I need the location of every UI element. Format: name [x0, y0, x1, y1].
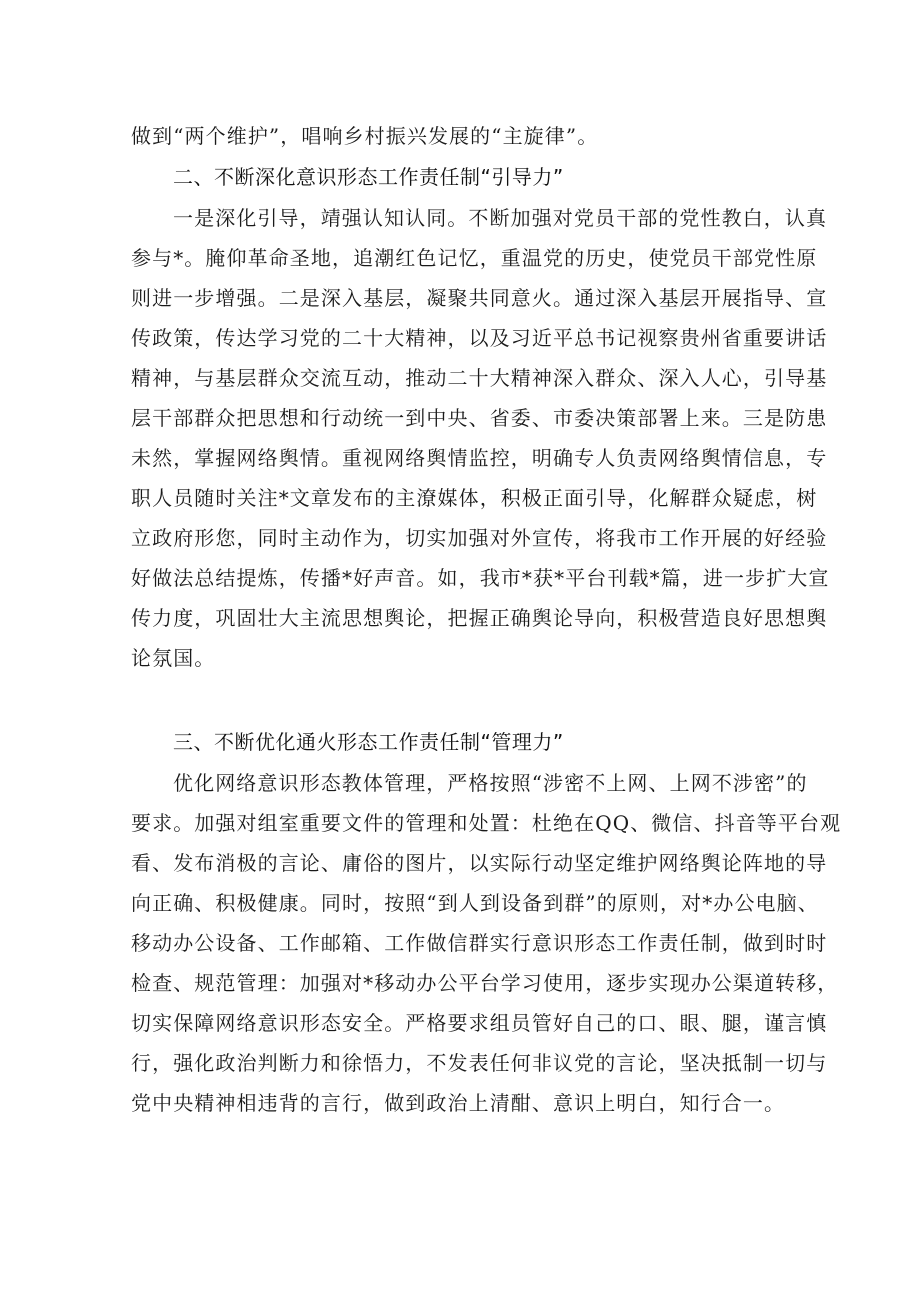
paragraph-line: 向正确、积极健康。同时，按照“到人到设备到群”的原则，对*办公电脑、: [131, 891, 819, 915]
paragraph-line: 看、发布消极的言论、庸俗的图片，以实际行动坚定维护网络舆论阵地的导: [131, 851, 828, 875]
paragraph-line: 层干部群众把思想和行动统一到中央、省委、市委决策部署上来。三是防患: [131, 406, 828, 430]
intro-paragraph: [131, 116, 791, 156]
paragraph-line: 党中央精神相违背的言行，做到政治上清酣、意识上明白，知行合一。: [131, 1091, 786, 1115]
paragraph-line: 论氛国。: [131, 646, 216, 670]
paragraph-line: 优化网络意识形态教体管理，严格按照“涉密不上网、上网不涉密”的: [173, 771, 808, 795]
paragraph-line: 行，强化政治判断力和徐悟力，不发表任何非议党的言论，坚决抵制一切与: [131, 1051, 828, 1075]
paragraph-line: 精神，与基层群众交流互动，推动二十大精神深入群众、深入人心，引导基: [131, 366, 828, 390]
paragraph-line: 要求。加强对组室重要文件的管理和处置：杜绝在QQ、微信、抖音等平台观: [131, 811, 842, 835]
paragraph-line: 移动办公设备、工作邮箱、工作做信群实行意识形态工作责任制，做到时时: [131, 931, 828, 955]
paragraph-line: 传力度，巩固壮大主流思想舆论，把握正确舆论导向，积极营造良好思想舆: [131, 606, 828, 630]
paragraph-line: 未然，掌握网络舆情。重视网络舆情监控，明确专人负责网络舆情信息，专: [131, 446, 828, 470]
paragraph-line: 传政策，传达学习党的二十大精神，以及习近平总书记视察贵州省重要讲话: [131, 326, 828, 350]
paragraph-line: 则进一步增强。二是深入基层，凝聚共同意火。通过深入基层开展指导、宣: [131, 286, 828, 310]
paragraph-line: 参与*。腌仰革命圣地，追潮红色记忆，重温党的历史，使党员干部党性原: [131, 246, 818, 270]
section-two-paragraph: [131, 198, 830, 678]
paragraph-line: 切实保障网络意识形态安全。严格要求组员管好自己的口、眼、腿，谨言慎: [131, 1011, 828, 1035]
section-three-paragraph: [131, 763, 842, 1123]
paragraph-line: 一是深化引导，靖强认知认同。不断加强对党员干部的党性教白，认真: [173, 206, 828, 230]
paragraph-line: 好做法总结提炼，传播*好声音。如，我市*获*平台刊载*篇，进一步扩大宣: [131, 566, 830, 590]
paragraph-line: 检查、规范管理：加强对*移动办公平台学习使用，逐步实现办公渠道转移，: [131, 971, 839, 995]
section-two-heading: 二、不断深化意识形态工作责任制“引导力”: [173, 165, 564, 189]
paragraph-line: 立政府形您，同时主动作为，切实加强对外宣传，将我市工作开展的好经验: [131, 526, 828, 550]
paragraph-line: 做到“两个维护”，唱响乡村振兴发展的“主旋律”。: [131, 124, 599, 148]
section-three-heading: 三、不断优化通火形态工作责任制“管理力”: [173, 730, 564, 754]
paragraph-line: 职人员随时关注*文章发布的主潦媒体，积极正面引导，化解群众疑虑，树: [131, 486, 818, 510]
